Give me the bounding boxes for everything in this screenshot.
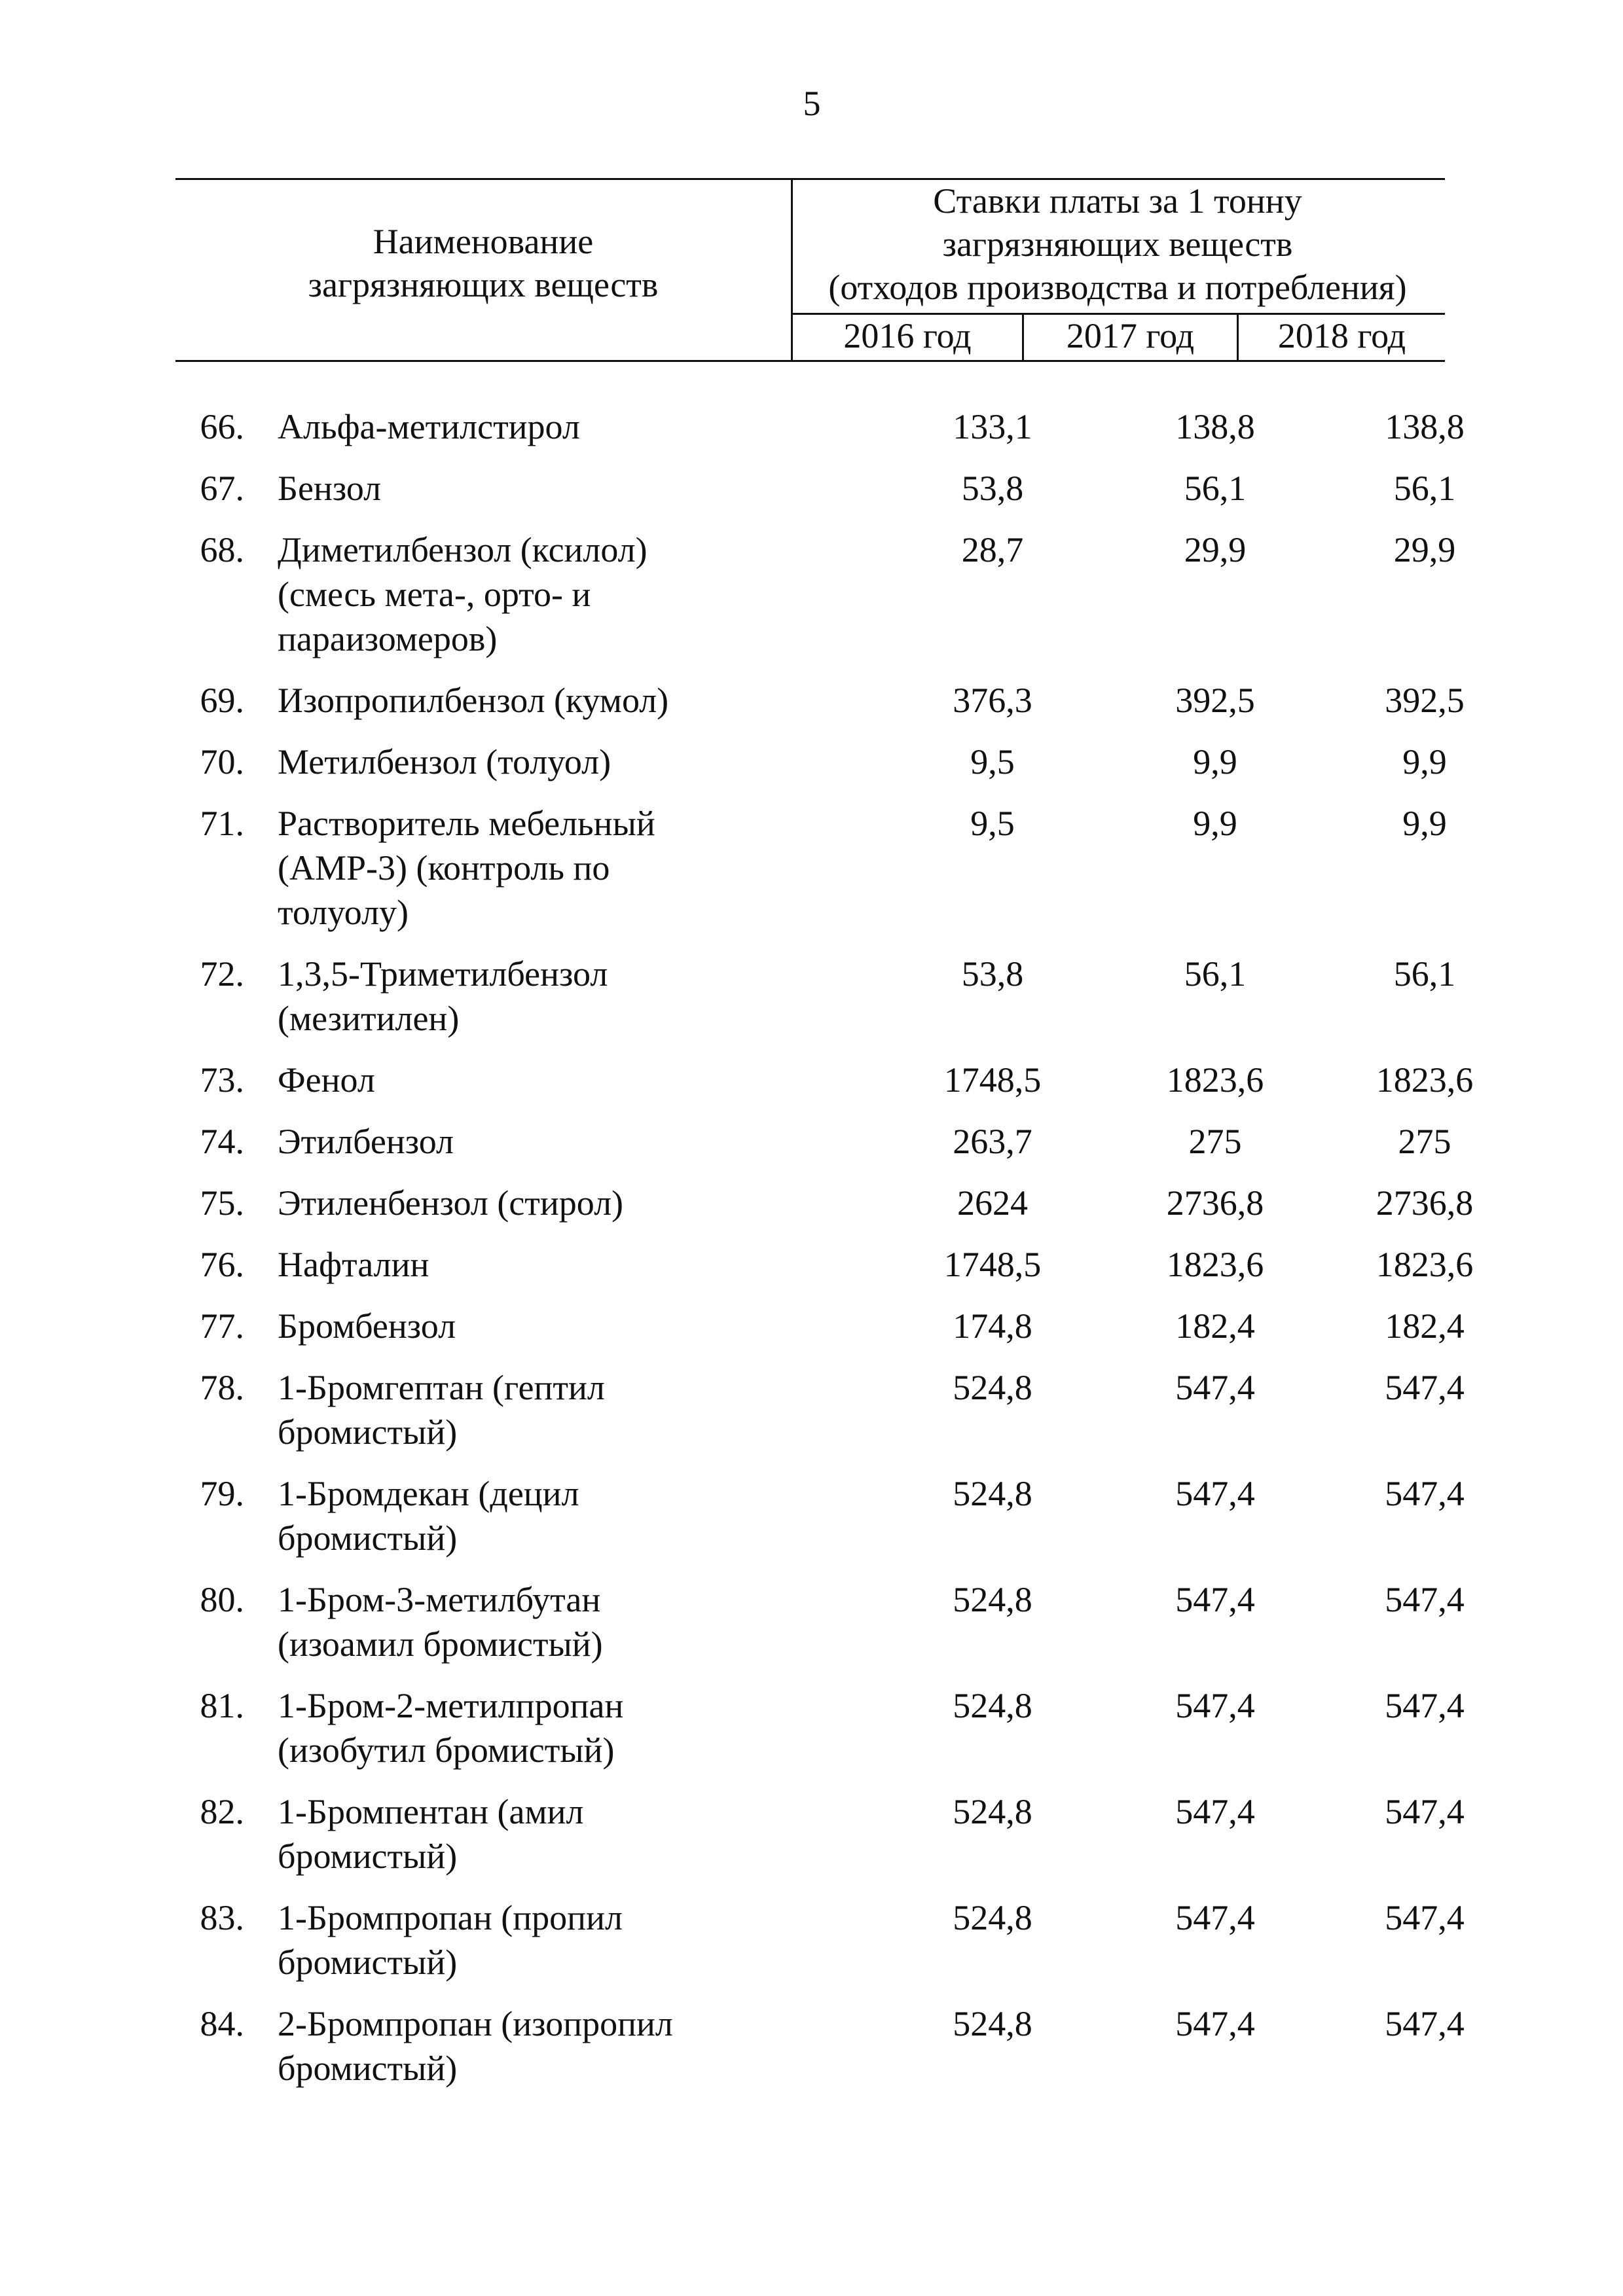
year-2017: 2017 год	[1066, 316, 1195, 355]
rate-2016: 524,8	[953, 1686, 1032, 1725]
substance-name-line: (мезитилен)	[278, 999, 460, 1038]
substance-name	[278, 952, 788, 1041]
substance-name-line: бромистый)	[278, 1837, 458, 1876]
row-number: 73.	[200, 1060, 244, 1100]
rate-2018: 9,9	[1402, 742, 1447, 781]
rate-2018: 56,1	[1393, 469, 1456, 508]
header-name-column	[175, 220, 791, 306]
table-body	[175, 404, 1474, 2108]
substance-name-line: бромистый)	[278, 1943, 458, 1982]
rate-2017: 2736,8	[1166, 1183, 1264, 1223]
rate-2016: 53,8	[961, 469, 1024, 508]
table-row	[175, 528, 1456, 661]
table-row	[175, 1304, 1465, 1348]
substance-name-line: (смесь мета-, орто- и	[278, 575, 591, 614]
table-row	[175, 404, 1465, 449]
rate-2016: 524,8	[953, 2004, 1032, 2043]
substance-name	[278, 801, 788, 935]
substance-name	[278, 1895, 788, 1984]
table-row	[175, 1058, 1474, 1102]
substance-name	[278, 1181, 788, 1225]
rate-2016: 9,5	[970, 742, 1015, 781]
rate-2017: 547,4	[1175, 1898, 1255, 1937]
substance-name-line: 2-Бромпропан (изопропил	[278, 2004, 673, 2043]
rate-2018: 547,4	[1385, 2004, 1465, 2043]
rate-2017: 547,4	[1175, 2004, 1255, 2043]
row-number: 74.	[200, 1122, 244, 1161]
row-number: 72.	[200, 954, 244, 994]
substance-name-line: (изобутил бромистый)	[278, 1731, 615, 1770]
rate-2018: 1823,6	[1376, 1245, 1474, 1284]
substance-name-line: Бензол	[278, 469, 382, 508]
row-number: 68.	[200, 530, 244, 569]
substance-name-line: бромистый)	[278, 1518, 458, 1558]
rate-2017: 138,8	[1175, 407, 1255, 446]
row-number: 81.	[200, 1686, 244, 1725]
rate-2017: 1823,6	[1166, 1060, 1264, 1100]
rate-2017: 547,4	[1175, 1368, 1255, 1407]
rate-2016: 28,7	[961, 530, 1024, 569]
rate-2018: 392,5	[1385, 681, 1465, 720]
substance-name-line: 1-Бром-2-метилпропан	[278, 1686, 624, 1725]
substance-name-line: 1-Бромпентан (амил	[278, 1792, 584, 1831]
row-number: 82.	[200, 1792, 244, 1831]
rate-2016: 524,8	[953, 1898, 1032, 1937]
rate-2018: 547,4	[1385, 1898, 1465, 1937]
table-row	[175, 1577, 1465, 1666]
table-row	[175, 1119, 1451, 1164]
row-number: 70.	[200, 742, 244, 781]
rate-2017: 9,9	[1193, 804, 1237, 843]
table-row	[175, 678, 1465, 723]
rate-2016: 1748,5	[943, 1060, 1042, 1100]
rate-2018: 547,4	[1385, 1368, 1465, 1407]
header-name-line: Наименование	[373, 222, 594, 261]
rate-2016: 524,8	[953, 1474, 1032, 1513]
substance-name	[278, 1471, 788, 1560]
table-row	[175, 740, 1445, 784]
substance-name-line: Метилбензол (толуол)	[278, 742, 611, 781]
substance-name-line: 1-Бромгептан (гептил	[278, 1368, 605, 1407]
substance-name-line: Нафталин	[278, 1245, 429, 1284]
substance-name-line: толуолу)	[278, 893, 409, 932]
rate-2016: 524,8	[953, 1368, 1032, 1407]
table-row	[175, 952, 1456, 1041]
substance-name	[278, 1365, 788, 1454]
table-row	[175, 1242, 1474, 1287]
rate-2018: 275	[1398, 1122, 1451, 1161]
table-row	[175, 1365, 1465, 1454]
substance-name	[278, 1119, 788, 1164]
substance-name-line: Изопропилбензол (кумол)	[278, 681, 669, 720]
rate-2018: 1823,6	[1376, 1060, 1474, 1100]
row-number: 78.	[200, 1368, 244, 1407]
substance-name-line: (АМР-3) (контроль по	[278, 848, 610, 888]
row-number: 71.	[200, 804, 244, 843]
rate-2016: 174,8	[953, 1306, 1032, 1346]
row-number: 66.	[200, 407, 244, 446]
rate-2018: 547,4	[1385, 1792, 1465, 1831]
rate-2016: 2624	[957, 1183, 1028, 1223]
page-number: 5	[803, 84, 821, 123]
substance-name-line: Диметилбензол (ксилол)	[278, 530, 647, 569]
rate-2018: 9,9	[1402, 804, 1447, 843]
substance-name	[278, 1683, 788, 1772]
rate-2016: 376,3	[953, 681, 1032, 720]
substance-name-line: 1,3,5-Триметилбензол	[278, 954, 608, 994]
table-row	[175, 466, 1456, 511]
rate-2017: 56,1	[1184, 469, 1247, 508]
header-rates-line: (отходов производства и потребления)	[828, 268, 1407, 307]
rate-2018: 182,4	[1385, 1306, 1465, 1346]
rate-2018: 29,9	[1393, 530, 1456, 569]
substance-name	[278, 1242, 788, 1287]
substance-name	[278, 740, 788, 784]
substance-name-line: 1-Бромдекан (децил	[278, 1474, 579, 1513]
table-row	[175, 2001, 1465, 2090]
rate-2016: 1748,5	[943, 1245, 1042, 1284]
rate-2017: 182,4	[1175, 1306, 1255, 1346]
row-number: 67.	[200, 469, 244, 508]
substance-name-line: Этиленбензол (стирол)	[278, 1183, 624, 1223]
substance-name	[278, 466, 788, 511]
rate-2016: 524,8	[953, 1792, 1032, 1831]
header-rates-line: Ставки платы за 1 тонну	[933, 181, 1302, 221]
substance-name-line: 1-Бромпропан (пропил	[278, 1898, 623, 1937]
header-name-line: загрязняющих веществ	[308, 265, 659, 304]
rate-2018: 547,4	[1385, 1474, 1465, 1513]
rate-2016: 9,5	[970, 804, 1015, 843]
rate-2017: 547,4	[1175, 1686, 1255, 1725]
substance-name-line: Растворитель мебельный	[278, 804, 655, 843]
substance-name-line: бромистый)	[278, 2049, 458, 2088]
substance-name-line: Фенол	[278, 1060, 375, 1100]
table-row	[175, 1471, 1465, 1560]
table-row	[175, 1683, 1465, 1772]
table-row	[175, 1895, 1465, 1984]
year-2016: 2016 год	[843, 316, 972, 355]
table-row	[175, 1789, 1465, 1878]
substance-name	[278, 1304, 788, 1348]
substance-name	[278, 2001, 788, 2090]
row-number: 84.	[200, 2004, 244, 2043]
substance-name-line: параизомеров)	[278, 619, 498, 658]
rate-2016: 53,8	[961, 954, 1024, 994]
rate-2017: 547,4	[1175, 1792, 1255, 1831]
row-number: 80.	[200, 1580, 244, 1619]
rate-2017: 547,4	[1175, 1474, 1255, 1513]
rate-2018: 2736,8	[1376, 1183, 1474, 1223]
rate-2017: 547,4	[1175, 1580, 1255, 1619]
substance-name-line: Бромбензол	[278, 1306, 456, 1346]
rate-2016: 524,8	[953, 1580, 1032, 1619]
substance-name	[278, 1058, 788, 1102]
row-number: 69.	[200, 681, 244, 720]
rate-2018: 547,4	[1385, 1580, 1465, 1619]
rate-2018: 547,4	[1385, 1686, 1465, 1725]
rate-2018: 56,1	[1393, 954, 1456, 994]
substance-name	[278, 678, 788, 723]
substance-name-line: Этилбензол	[278, 1122, 454, 1161]
table-row	[175, 801, 1445, 935]
substance-name	[278, 404, 788, 449]
header-rates-column	[791, 179, 1444, 309]
substance-name-line: (изоамил бромистый)	[278, 1624, 603, 1664]
rate-2017: 275	[1188, 1122, 1242, 1161]
row-number: 77.	[200, 1306, 244, 1346]
rate-2017: 9,9	[1193, 742, 1237, 781]
rate-2016: 133,1	[953, 407, 1032, 446]
rate-2017: 56,1	[1184, 954, 1247, 994]
substance-name-line: бромистый)	[278, 1412, 458, 1452]
row-number: 75.	[200, 1183, 244, 1223]
substance-name	[278, 1577, 788, 1666]
rate-2017: 1823,6	[1166, 1245, 1264, 1284]
rate-2017: 392,5	[1175, 681, 1255, 720]
substance-name-line: 1-Бром-3-метилбутан	[278, 1580, 601, 1619]
rate-2018: 138,8	[1385, 407, 1465, 446]
row-number: 79.	[200, 1474, 244, 1513]
row-number: 83.	[200, 1898, 244, 1937]
rate-2017: 29,9	[1184, 530, 1247, 569]
header-rates-line: загрязняющих веществ	[942, 224, 1293, 264]
substance-name	[278, 528, 788, 661]
substance-name-line: Альфа-метилстирол	[278, 407, 580, 446]
rate-2016: 263,7	[953, 1122, 1032, 1161]
row-number: 76.	[200, 1245, 244, 1284]
table-row	[175, 1181, 1474, 1225]
substance-name	[278, 1789, 788, 1878]
year-2018: 2018 год	[1277, 316, 1406, 355]
